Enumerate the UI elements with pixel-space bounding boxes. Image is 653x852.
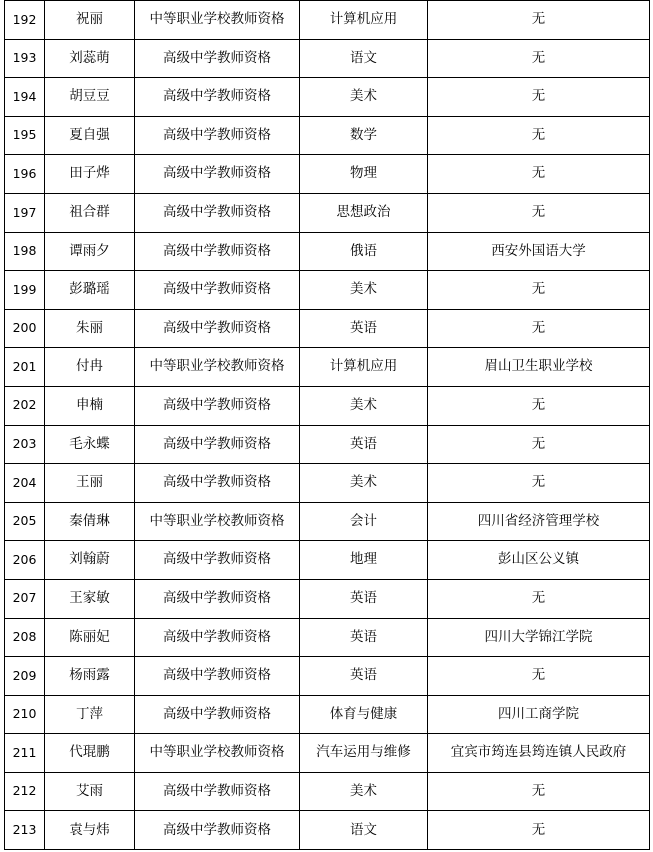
work-unit-cell: 无 [428,78,650,117]
table-row [5,425,650,464]
work-unit-cell: 无 [428,155,650,194]
subject-cell: 美术 [300,772,428,811]
table-row [5,193,650,232]
name-cell: 袁与炜 [45,811,135,850]
work-unit-cell: 彭山区公义镇 [428,541,650,580]
table-row [5,811,650,850]
subject-cell: 英语 [300,425,428,464]
subject-cell: 语文 [300,39,428,78]
subject-cell: 汽车运用与维修 [300,734,428,773]
table-row [5,772,650,811]
name-cell: 祖合群 [45,193,135,232]
name-cell: 王家敏 [45,579,135,618]
qualification-type-cell: 高级中学教师资格 [135,811,300,850]
subject-cell: 计算机应用 [300,348,428,387]
work-unit-cell: 四川工商学院 [428,695,650,734]
table-row [5,386,650,425]
qualification-type-cell: 高级中学教师资格 [135,309,300,348]
qualification-type-cell: 高级中学教师资格 [135,772,300,811]
subject-cell: 物理 [300,155,428,194]
serial-number-cell: 198 [5,232,45,271]
subject-cell: 数学 [300,116,428,155]
serial-number-cell: 212 [5,772,45,811]
name-cell: 代琨鹏 [45,734,135,773]
work-unit-cell: 无 [428,386,650,425]
qualification-type-cell: 中等职业学校教师资格 [135,734,300,773]
qualification-roster-table [4,0,650,850]
work-unit-cell: 无 [428,1,650,40]
work-unit-cell: 无 [428,271,650,310]
qualification-type-cell: 中等职业学校教师资格 [135,1,300,40]
work-unit-cell: 无 [428,425,650,464]
table-row [5,309,650,348]
subject-cell: 美术 [300,271,428,310]
serial-number-cell: 192 [5,1,45,40]
serial-number-cell: 209 [5,657,45,696]
subject-cell: 体育与健康 [300,695,428,734]
table-row [5,734,650,773]
subject-cell: 美术 [300,78,428,117]
serial-number-cell: 205 [5,502,45,541]
qualification-type-cell: 高级中学教师资格 [135,155,300,194]
subject-cell: 英语 [300,657,428,696]
subject-cell: 语文 [300,811,428,850]
qualification-type-cell: 中等职业学校教师资格 [135,502,300,541]
qualification-type-cell: 高级中学教师资格 [135,541,300,580]
serial-number-cell: 194 [5,78,45,117]
name-cell: 杨雨露 [45,657,135,696]
subject-cell: 英语 [300,618,428,657]
qualification-type-cell: 高级中学教师资格 [135,579,300,618]
work-unit-cell: 宜宾市筠连县筠连镇人民政府 [428,734,650,773]
table-row [5,155,650,194]
serial-number-cell: 193 [5,39,45,78]
serial-number-cell: 196 [5,155,45,194]
name-cell: 刘蕊萌 [45,39,135,78]
serial-number-cell: 201 [5,348,45,387]
table-row [5,464,650,503]
serial-number-cell: 213 [5,811,45,850]
name-cell: 祝丽 [45,1,135,40]
table-row [5,541,650,580]
subject-cell: 思想政治 [300,193,428,232]
work-unit-cell: 四川大学锦江学院 [428,618,650,657]
name-cell: 王丽 [45,464,135,503]
serial-number-cell: 204 [5,464,45,503]
table-row [5,232,650,271]
name-cell: 谭雨夕 [45,232,135,271]
serial-number-cell: 206 [5,541,45,580]
table-row [5,502,650,541]
qualification-type-cell: 高级中学教师资格 [135,425,300,464]
name-cell: 付冉 [45,348,135,387]
subject-cell: 会计 [300,502,428,541]
serial-number-cell: 210 [5,695,45,734]
qualification-type-cell: 高级中学教师资格 [135,657,300,696]
serial-number-cell: 202 [5,386,45,425]
work-unit-cell: 无 [428,811,650,850]
qualification-type-cell: 高级中学教师资格 [135,116,300,155]
work-unit-cell: 无 [428,309,650,348]
work-unit-cell: 无 [428,39,650,78]
name-cell: 朱丽 [45,309,135,348]
name-cell: 陈丽妃 [45,618,135,657]
qualification-type-cell: 高级中学教师资格 [135,695,300,734]
name-cell: 彭璐瑶 [45,271,135,310]
subject-cell: 英语 [300,579,428,618]
qualification-type-cell: 高级中学教师资格 [135,271,300,310]
work-unit-cell: 无 [428,579,650,618]
subject-cell: 地理 [300,541,428,580]
qualification-type-cell: 高级中学教师资格 [135,232,300,271]
serial-number-cell: 208 [5,618,45,657]
name-cell: 夏自强 [45,116,135,155]
name-cell: 丁萍 [45,695,135,734]
table-row [5,39,650,78]
qualification-type-cell: 高级中学教师资格 [135,193,300,232]
serial-number-cell: 200 [5,309,45,348]
serial-number-cell: 195 [5,116,45,155]
name-cell: 艾雨 [45,772,135,811]
qualification-type-cell: 高级中学教师资格 [135,39,300,78]
table-body [5,1,650,850]
table-row [5,78,650,117]
subject-cell: 美术 [300,386,428,425]
qualification-type-cell: 高级中学教师资格 [135,464,300,503]
subject-cell: 英语 [300,309,428,348]
work-unit-cell: 无 [428,116,650,155]
qualification-type-cell: 中等职业学校教师资格 [135,348,300,387]
serial-number-cell: 211 [5,734,45,773]
work-unit-cell: 四川省经济管理学校 [428,502,650,541]
name-cell: 胡豆豆 [45,78,135,117]
work-unit-cell: 西安外国语大学 [428,232,650,271]
table-row [5,348,650,387]
work-unit-cell: 无 [428,464,650,503]
name-cell: 毛永蝶 [45,425,135,464]
qualification-type-cell: 高级中学教师资格 [135,618,300,657]
work-unit-cell: 无 [428,772,650,811]
table-row [5,1,650,40]
table-row [5,657,650,696]
serial-number-cell: 197 [5,193,45,232]
qualification-type-cell: 高级中学教师资格 [135,386,300,425]
serial-number-cell: 203 [5,425,45,464]
serial-number-cell: 207 [5,579,45,618]
serial-number-cell: 199 [5,271,45,310]
name-cell: 田子烨 [45,155,135,194]
table-row [5,116,650,155]
table-row [5,695,650,734]
name-cell: 刘翰蔚 [45,541,135,580]
subject-cell: 计算机应用 [300,1,428,40]
subject-cell: 美术 [300,464,428,503]
qualification-type-cell: 高级中学教师资格 [135,78,300,117]
work-unit-cell: 眉山卫生职业学校 [428,348,650,387]
subject-cell: 俄语 [300,232,428,271]
table-row [5,579,650,618]
name-cell: 申楠 [45,386,135,425]
work-unit-cell: 无 [428,657,650,696]
name-cell: 秦倩琳 [45,502,135,541]
table-row [5,618,650,657]
work-unit-cell: 无 [428,193,650,232]
table-row [5,271,650,310]
